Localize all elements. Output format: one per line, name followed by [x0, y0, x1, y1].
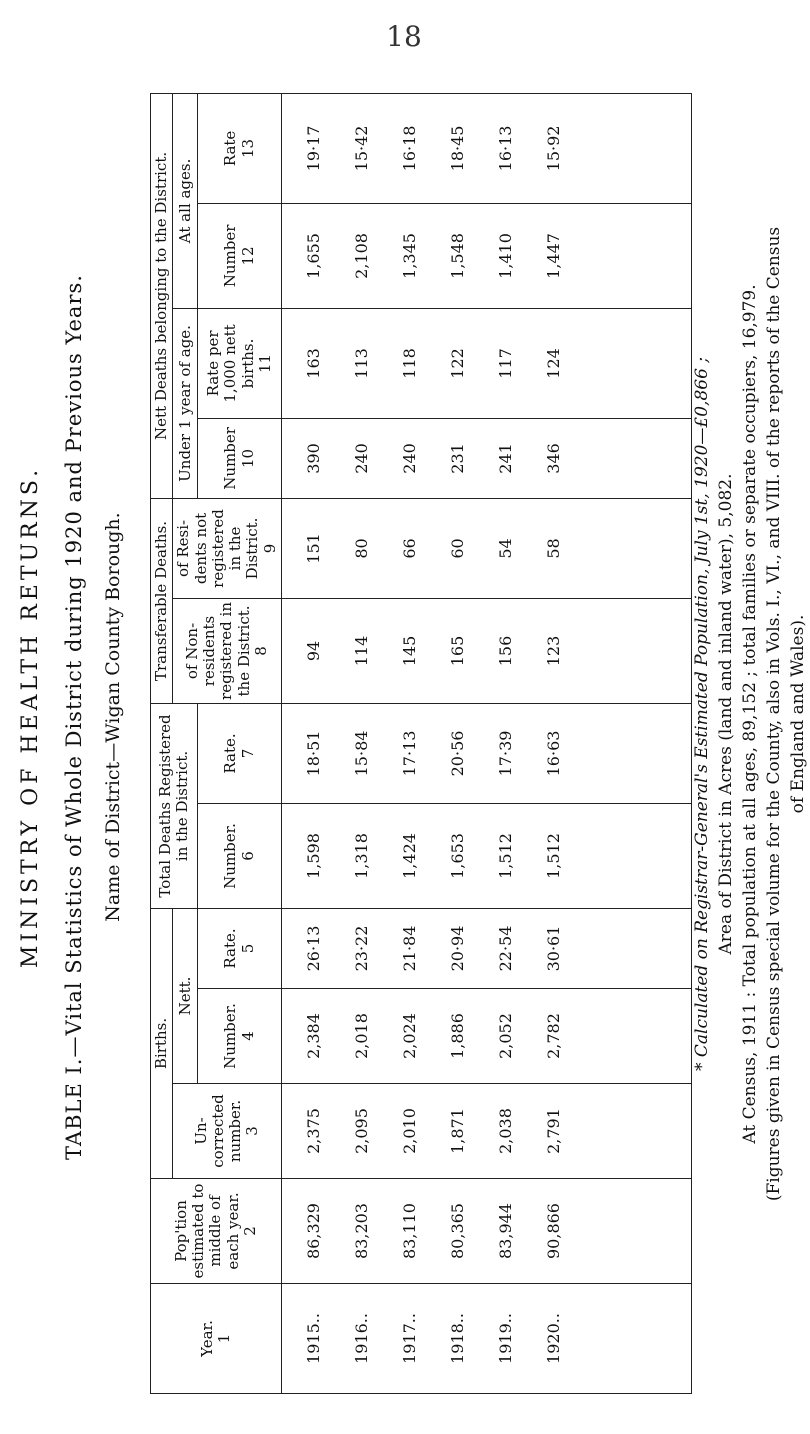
cell-nett-number: 2,024 — [399, 1013, 419, 1059]
cell-residents-not: 58 — [543, 538, 563, 559]
cell-nett-rate: 26·13 — [303, 925, 323, 972]
col-infant-number — [281, 418, 692, 498]
cell-all-rate: 15·92 — [543, 125, 563, 172]
cell-infant-number: 390 — [303, 443, 323, 474]
cell-year: 1920.. — [543, 1313, 563, 1364]
cell-all-number: 2,108 — [351, 233, 371, 279]
cell-population: 80,365 — [447, 1203, 467, 1259]
cell-nett-rate: 22·54 — [495, 925, 515, 972]
header-transferable: Transferable Deaths. — [151, 498, 173, 703]
cell-deaths-number: 1,512 — [543, 833, 563, 879]
header-infant-rate: Rate per 1,000 nett births. 11 — [198, 308, 281, 418]
cell-uncorrected: 2,038 — [495, 1108, 515, 1154]
cell-population: 86,329 — [303, 1203, 323, 1259]
cell-year: 1916.. — [351, 1313, 371, 1364]
cell-nett-number: 2,782 — [543, 1013, 563, 1059]
cell-deaths-number: 1,318 — [351, 833, 371, 879]
cell-uncorrected: 2,791 — [543, 1108, 563, 1154]
cell-population: 83,944 — [495, 1203, 515, 1259]
header-nett-number: Number. 4 — [198, 989, 281, 1084]
cell-infant-number: 241 — [495, 443, 515, 474]
col-all-number — [281, 203, 692, 308]
cell-residents-not: 80 — [351, 538, 371, 559]
cell-non-residents: 114 — [351, 635, 371, 667]
cell-nett-number: 1,886 — [447, 1013, 467, 1059]
header-infant-number: Number 10 — [198, 418, 281, 498]
cell-non-residents: 156 — [495, 635, 515, 667]
header-deaths-number: Number. 6 — [198, 803, 281, 908]
cell-infant-number: 346 — [543, 443, 563, 474]
cell-deaths-rate: 17·39 — [495, 730, 515, 777]
cell-infant-rate: 163 — [303, 348, 323, 379]
header-all-rate: Rate 13 — [198, 93, 281, 203]
cell-year: 1915.. — [303, 1313, 323, 1364]
cell-infant-rate: 122 — [447, 348, 467, 379]
header-births: Births. — [151, 908, 173, 1178]
cell-nett-number: 2,384 — [303, 1013, 323, 1059]
cell-infant-rate: 124 — [543, 348, 563, 379]
col-residents-not — [281, 498, 692, 598]
cell-all-number: 1,548 — [447, 233, 467, 279]
cell-all-rate: 16·13 — [495, 125, 515, 172]
header-under-1: Under 1 year of age. — [173, 308, 198, 498]
cell-infant-number: 231 — [447, 443, 467, 474]
header-non-residents: of Non-residents registered in the District. 8 — [173, 598, 282, 703]
cell-nett-rate: 30·61 — [543, 925, 563, 972]
header-uncorrected: Un-corrected number. 3 — [173, 1084, 282, 1179]
cell-population: 83,110 — [399, 1203, 419, 1259]
cell-residents-not: 151 — [303, 533, 323, 564]
cell-deaths-rate: 17·13 — [399, 730, 419, 777]
cell-all-number: 1,655 — [303, 233, 323, 279]
cell-all-rate: 15·42 — [351, 125, 371, 172]
cell-population: 90,866 — [543, 1203, 563, 1259]
cell-year: 1919.. — [495, 1313, 515, 1364]
footnotes — [690, 34, 810, 1394]
header-total-deaths: Total Deaths Registered in the District. — [151, 703, 198, 908]
header-deaths-rate: Rate. 7 — [198, 703, 281, 803]
table-body-row — [281, 93, 692, 1393]
cell-all-rate: 18·45 — [447, 125, 467, 172]
cell-infant-rate: 117 — [495, 348, 515, 379]
col-infant-rate — [281, 308, 692, 418]
cell-residents-not: 66 — [399, 538, 419, 559]
cell-deaths-number: 1,653 — [447, 833, 467, 879]
cell-residents-not: 60 — [447, 538, 467, 559]
col-deaths-rate — [281, 703, 692, 803]
header-residents-not: of Resi-dents not registered in the District. 9 — [173, 498, 282, 598]
col-deaths-number — [281, 803, 692, 908]
cell-population: 83,203 — [351, 1203, 371, 1259]
cell-all-number: 1,345 — [399, 233, 419, 279]
cell-non-residents: 123 — [543, 635, 563, 667]
cell-uncorrected: 1,871 — [447, 1108, 467, 1154]
col-nett-number — [281, 989, 692, 1084]
cell-deaths-rate: 15·84 — [351, 730, 371, 777]
header-nett-deaths: Nett Deaths belonging to the District. — [151, 93, 173, 498]
cell-infant-rate: 118 — [399, 348, 419, 379]
cell-deaths-number: 1,598 — [303, 833, 323, 879]
cell-infant-number: 240 — [399, 443, 419, 474]
cell-non-residents: 94 — [303, 640, 323, 662]
cell-all-rate: 16·18 — [399, 125, 419, 172]
cell-nett-number: 2,052 — [495, 1013, 515, 1059]
col-non-residents — [281, 598, 692, 703]
cell-uncorrected: 2,010 — [399, 1108, 419, 1154]
header-nett-rate: Rate. 5 — [198, 908, 281, 988]
cell-all-rate: 19·17 — [303, 125, 323, 172]
cell-deaths-rate: 18·51 — [303, 730, 323, 777]
col-uncorrected — [281, 1084, 692, 1179]
cell-year: 1917.. — [399, 1313, 419, 1364]
cell-deaths-rate: 20·56 — [447, 730, 467, 777]
header-nett: Nett. — [173, 908, 198, 1083]
header-at-all-ages: At all ages. — [173, 93, 198, 308]
cell-nett-rate: 21·84 — [399, 925, 419, 972]
col-population — [281, 1179, 692, 1284]
footnote-line: At Census, 1911 : Total population at all ages, 89,152 ; total families or separate occupiers, 16,979. — [740, 284, 760, 1144]
cell-nett-rate: 23·22 — [351, 925, 371, 972]
footnote-line: Area of District in Acres (land and inland water), 5,082. — [716, 473, 736, 955]
cell-infant-rate: 113 — [351, 348, 371, 379]
header-population: Pop'tion estimated to middle of each year. 2 — [151, 1179, 282, 1284]
cell-residents-not: 54 — [495, 538, 515, 559]
cell-uncorrected: 2,375 — [303, 1108, 323, 1154]
cell-deaths-rate: 16·63 — [543, 730, 563, 777]
col-year — [281, 1284, 692, 1394]
cell-year: 1918.. — [447, 1313, 467, 1364]
footnote-line: (Figures given in Census special volume for the County, also in Vols. I., VI., and VIII. of the reports of the Census — [764, 226, 784, 1202]
cell-deaths-number: 1,424 — [399, 833, 419, 879]
footnote-line: * Calculated on Registrar-General's Estimated Population, July 1st, 1920—£0,866 ; — [692, 356, 712, 1072]
footnote-line: of England and Wales). — [788, 614, 808, 814]
cell-nett-number: 2,018 — [351, 1013, 371, 1059]
cell-non-residents: 165 — [447, 635, 467, 667]
header-all-number: Number 12 — [198, 203, 281, 308]
district-name: Name of District—Wigan County Borough. — [102, 512, 124, 922]
header-year: Year. 1 — [151, 1284, 282, 1394]
col-nett-rate — [281, 908, 692, 988]
cell-deaths-number: 1,512 — [495, 833, 515, 879]
col-all-rate — [281, 93, 692, 203]
page-number: 18 — [386, 20, 422, 53]
main-title: MINISTRY OF HEALTH RETURNS. — [18, 465, 43, 969]
cell-infant-number: 240 — [351, 443, 371, 474]
cell-nett-rate: 20·94 — [447, 925, 467, 972]
vital-statistics-table — [150, 93, 692, 1394]
cell-all-number: 1,410 — [495, 233, 515, 279]
cell-all-number: 1,447 — [543, 233, 563, 279]
cell-non-residents: 145 — [399, 635, 419, 667]
table-title: TABLE I.—Vital Statistics of Whole District during 1920 and Previous Years. — [62, 274, 86, 1160]
cell-uncorrected: 2,095 — [351, 1108, 371, 1154]
